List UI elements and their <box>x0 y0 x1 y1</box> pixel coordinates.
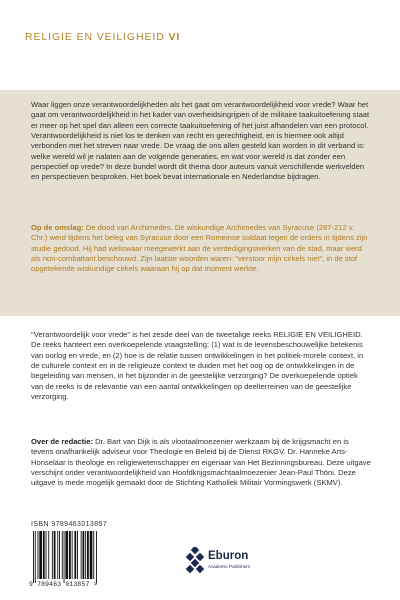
barcode-bar <box>43 531 45 579</box>
volume-number: VI <box>168 31 181 43</box>
isbn-label: ISBN 9789463013857 <box>31 521 108 528</box>
barcode-bar <box>77 531 78 579</box>
barcode-bar <box>62 531 63 579</box>
barcode-bar <box>96 531 97 583</box>
editors-label: Over de redactie: <box>31 437 94 446</box>
cover-note-label: Op de omslag: <box>31 223 84 232</box>
barcode-bar <box>54 531 56 579</box>
series-header <box>25 31 180 43</box>
barcode-digits: 9 789463 013857 > <box>29 581 98 588</box>
publisher-name: Eburon <box>208 550 249 562</box>
barcode-bar <box>85 531 86 579</box>
barcode-bar <box>57 531 58 579</box>
barcode-bar <box>90 531 93 579</box>
publisher-tagline: Academic Publishers <box>208 564 251 569</box>
barcode-bar <box>69 531 71 579</box>
barcode-bar <box>72 531 73 579</box>
editors-text: Dr. Bart van Dijk is als vlootaalmoezenier werkzaam bij de krijgsmacht en is tevens onafhankelijk adviseur voor Theologie en Beleid bij de Dienst RKGV. Dr. Hanneke Arts-Honselaar is theologe en religiewetenschapper en eigenaar van Het Bezinningsbureau. Deze uitgave verschijnt onder verantwoordelijkheid van Hoofdkrijgsmachtaalmoezenier Jean-Paul Thöni. Deze uitgave is mede mogelijk gemaakt door de Stichting Katholiek Militair Vormingswerk (SKMV). <box>31 437 371 488</box>
eburon-logo-icon <box>184 547 206 575</box>
barcode-bar <box>87 531 89 579</box>
barcode-bar <box>39 531 42 579</box>
barcode-bar <box>64 531 65 583</box>
barcode-bar <box>35 531 36 583</box>
isbn-barcode <box>31 531 129 583</box>
barcode-bar <box>65 531 68 579</box>
barcode-bar <box>38 531 39 579</box>
barcode-bar <box>46 531 47 579</box>
series-description: "Verantwoordelijk voor vrede" is het zesde deel van de tweetalige reeks RELIGIE EN VEILIGHEID. De reeks hanteert een overkoepelende vraagstelling: (1) wat is de levensbeschouwelijke betekenis van oorlog en vrede, en (2) hoe is de relatie tussen ontwikkelingen in het politiek-morele context, in de culturele context en in de religieuze context te duiden met het oog op de ontwikkelingen in de begeleiding van mensen, in het bijzonder in de geestelijke verzorging? De overkoepelende optiek van de reeks is de relevantie van een aantal ontwikkelingen op deelterreinen van de geestelijke verzorging. <box>31 330 364 402</box>
publisher-logo <box>184 547 254 575</box>
editors-paragraph <box>31 437 371 489</box>
cover-note <box>31 223 371 275</box>
series-title: RELIGIE EN VEILIGHEID <box>25 31 165 43</box>
barcode-bar <box>59 531 60 579</box>
barcode-bar <box>74 531 76 579</box>
barcode-bar <box>52 531 53 579</box>
barcode-bar <box>81 531 82 579</box>
barcode-bar <box>83 531 85 579</box>
barcode-bar <box>33 531 34 583</box>
intro-paragraph: Waar liggen onze verantwoordelijkheden als het gaat om verantwoordelijkheid voor vrede? Waar het gaat om verantwoordelijkheid in het kader van overheidsingrijpen of de militaire taakuitoefening staat er meer op het spel dan alleen een correcte taakuitoefening of het juist afhandelen van een protocol. Verantwoordelijkheid is niet los te denken van recht en gerechtigheid, en is hiermee ook altijd verbonden met het streven naar vrede. De vraag die ons allen gesteld kan worden in dit verband is: welke wereld wil je nalaten aan de volgende generaties, en wat voor wereld is dat zonder een perspectief op vrede? In deze bundel wordt dit thema door auteurs vanuit verschillende werkvelden en perspectieven besproken. Het boek bevat internationale en Nederlandse bijdragen. <box>31 100 370 182</box>
barcode-bar <box>48 531 49 579</box>
cover-note-text: De dood van Archimedes. De wiskundige Archimedes van Syracuse (287-212 v. Chr.) werd tijdens het beleg van Syracuse door een Romeinse soldaat tegen de orders in tijdens zijn studie gedood. Hij had weliswaar meegewerkt aan de verdedigingswerken van de stad, maar werd als non-combattant beschouwd. Zijn laatste woorden waren: "verstoor mijn cirkels niet", in de stof opgetekende wiskundige cirkels waaraan hij op dat moment werkte. <box>31 223 368 274</box>
barcode-bar <box>93 531 94 579</box>
